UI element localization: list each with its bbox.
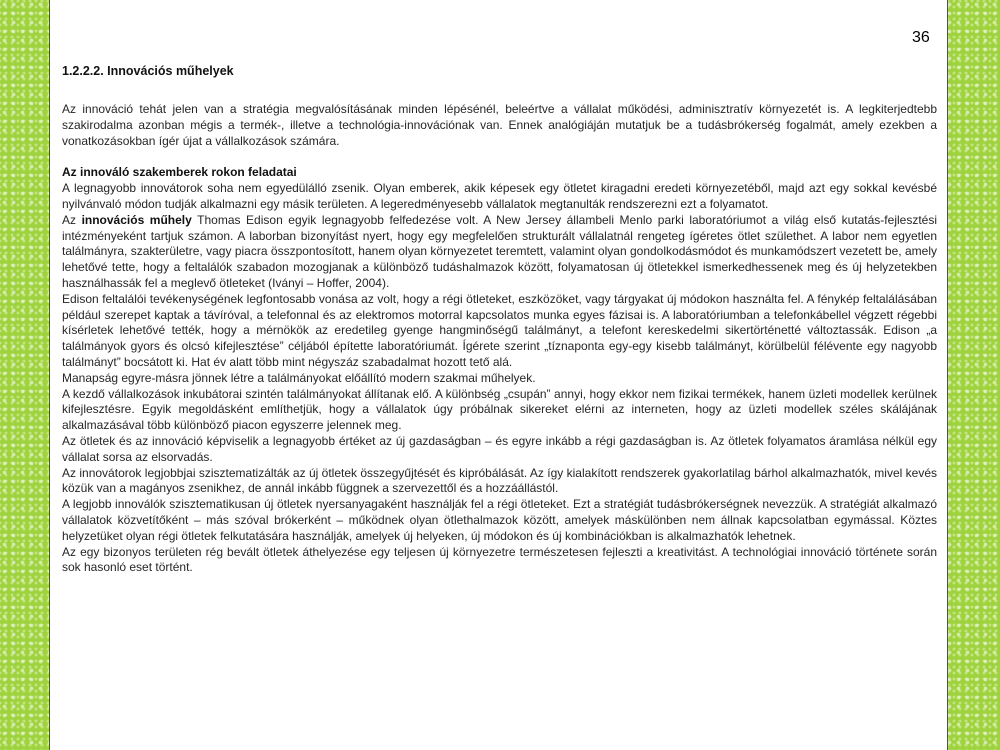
document-page (50, 0, 947, 750)
body-text (62, 102, 937, 576)
paragraph-9: Az egy bizonyos területen rég bevált ötletek áthelyezése egy teljesen új környezetre természetesen fejleszti a kreativitást. A technológiai innováció története során sok hasonló eset történt. (62, 544, 937, 575)
paragraph-6: Az ötletek és az innováció képviselik a legnagyobb értéket az új gazdaságban – és egyre inkább a régi gazdaságban is. Az ötletek folyamatos áramlása nélkül egy vállalat sorsa az elsorvadás. (62, 433, 937, 464)
paragraph-5: A kezdő vállalkozások inkubátorai szintén találmányokat állítanak elő. A különbség „csupán” annyi, hogy ekkor nem fizikai termékek, hanem üzleti modellek kerülnek kifejlesztésre. Egyik megoldásként említhetjük, hogy a vállalatok úgy próbálnak sikereket elérni az interneten, hogy az üzleti modellek széles skálájának alkalmazásával több különböző piacon egyszerre jelennek meg. (62, 386, 937, 433)
paragraph-7: Az innovátorok legjobbjai szisztematizálták az új ötletek összegyűjtését és kipróbálását. Az így kialakított rendszerek gyakorlatilag bárhol alkalmazhatók, mivel kevés közük van a magányos zsenikhez, de annál inkább függnek a szervezettől és a hozzáállástól. (62, 465, 937, 496)
page-number: 36 (912, 29, 930, 46)
intro-paragraph: Az innováció tehát jelen van a stratégia megvalósításának minden lépésénél, beleértve a vállalat működési, adminisztratív környezetét is. A legkiterjedtebb szakirodalma azonban mégis a termék-, illetve a technológia-innovációnak van. Ennek analógiáján mutatjuk be a tudásbrókerség fogalmát, amely ezekben a vonatkozásokban ígér újat a vállalkozások számára. (62, 102, 937, 148)
paragraph-2-rest: Thomas Edison egyik legnagyobb felfedezése volt. A New Jersey állambeli Menlo parki laboratóriumot a világ első kutatás-fejlesztési intézményeként tartjuk számon. A laborban bizonyítást nyert, hogy egy megfelelően strukturált vállalatnál rengeteg ígéretes ötlet születhet. A labor nem egyetlen találmányra, szakterületre, vagy piacra összpontosított, hanem olyan környezetet teremtett, valamint olyan gondolkodásmódot és munkamódszert vezetett be, amely lehetővé tette, hogy a feltalálók szabadon mozogjanak a különböző tudáshalmazok között, folyamatosan új ötletekkel ismerkedhessenek meg és új helyzetekben használhassák fel a meglevő ötleteket (Iványi – Hoffer, 2004). (62, 212, 937, 290)
paragraph-4: Manapság egyre-másra jönnek létre a találmányokat előállító modern szakmai műhelyek. (62, 370, 536, 385)
paragraph-3: Edison feltalálói tevékenységének legfontosabb vonása az volt, hogy a régi ötleteket, eszközöket, vagy tárgyakat új módokon használta fel. A fénykép feltalálásában például szerepet kaptak a távíróval, a telefonnal és az elektromos motorral kapcsolatos munka egyes fázisai is. A laboratóriumban a telefonkábellel végzett régebbi kísérletek lehetővé tették, hogy a mérnökök az eredetileg gyenge hangminőségű találmányt, a telefont kereskedelmi sikertörténetté változtassák. Edison „a találmányok gyors és olcsó kifejlesztése” céljából építette laboratóriumát. Ígérete szerint „tíznaponta egy-egy kisebb találmányt, körülbelül félévente egy nagyobb találmányt” bocsátott ki. Hat év alatt több mint négyszáz szabadalmat hozott tető alá. (62, 291, 937, 369)
subheading: Az innováló szakemberek rokon feladatai (62, 165, 297, 180)
paragraph-2 (62, 213, 937, 292)
paragraph-2-lead: Az (62, 212, 82, 227)
paragraph-2-bold-term: innovációs műhely (81, 212, 192, 227)
paragraph-1: A legnagyobb innovátorok soha nem egyedülálló zsenik. Olyan emberek, akik képesek egy ötletet kiragadni eredeti környezetéből, majd azt egy sokkal kevésbé nyilvánvaló módon tudják alkalmazni egy másik területen. A legeredményesebb vállalatok megtanulták rendszerezni ezt a folyamatot. (62, 181, 937, 211)
paragraph-8: A legjobb innoválók szisztematikusan új ötletek nyersanyagaként használják fel a régi ötleteket. Ezt a stratégiát tudásbrókerségnek nevezzük. A stratégiát alkalmazó vállalatok közvetítőként – más szóval brókerként – működnek olyan ötlethalmazok között, amelyek máskülönben nem állnak kapcsolatban egymással. Köztes helyzetüket olyan régi ötletek felkutatására használják, amelyek új helyeken, új módokon és új kombinációkban is alkalmazhatók lehetnek. (62, 497, 937, 543)
section-title: 1.2.2.2. Innovációs műhelyek (62, 64, 234, 78)
